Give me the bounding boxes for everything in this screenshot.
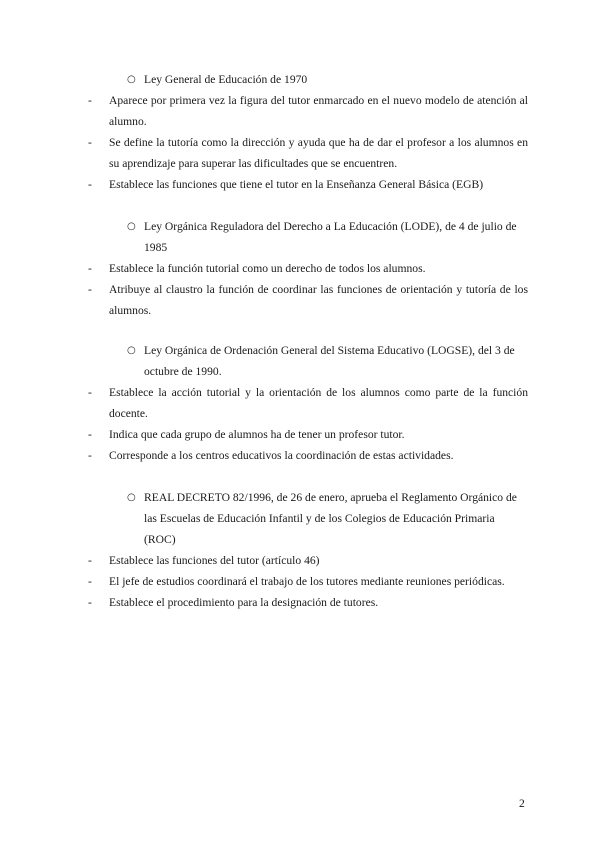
dash-bullet: - <box>88 136 92 149</box>
dash-bullet: - <box>88 386 92 399</box>
circle-bullet-icon: ○ <box>127 221 136 232</box>
law-heading <box>88 69 528 90</box>
list-item: - Establece la acción tutorial y la orientación de los alumnos como parte de la función docente. <box>88 382 528 424</box>
law-title: Ley Orgánica de Ordenación General del Sistema Educativo (LOGSE), del 3 de octubre de 1990. <box>144 344 515 378</box>
list-item: - Corresponde a los centros educativos la coordinación de estas actividades. <box>88 445 528 466</box>
law-title: REAL DECRETO 82/1996, de 26 de enero, aprueba el Reglamento Orgánico de las Escuelas de Educación Infantil y de los Colegios de Educación Primaria (ROC) <box>144 491 517 546</box>
dash-bullet: - <box>88 554 92 567</box>
law-heading <box>88 216 528 258</box>
section-logse <box>88 340 528 466</box>
dash-bullet: - <box>88 449 92 462</box>
circle-bullet-icon: ○ <box>127 74 136 85</box>
dash-bullet: - <box>88 596 92 609</box>
dash-bullet: - <box>88 283 92 296</box>
list-item: - Aparece por primera vez la figura del tutor enmarcado en el nuevo modelo de atención al alumno. <box>88 90 528 132</box>
section-lode <box>88 216 528 321</box>
list-item: - Indica que cada grupo de alumnos ha de tener un profesor tutor. <box>88 424 528 445</box>
circle-bullet-icon: ○ <box>127 345 136 356</box>
law-heading <box>88 487 528 550</box>
law-title: Ley General de Educación de 1970 <box>144 73 308 86</box>
circle-bullet-icon: ○ <box>127 492 136 503</box>
list-item: - Establece la función tutorial como un derecho de todos los alumnos. <box>88 258 528 279</box>
list-item: - El jefe de estudios coordinará el trabajo de los tutores mediante reuniones periódicas. <box>88 571 528 592</box>
page-number: 2 <box>519 797 525 810</box>
list-item: - Establece las funciones que tiene el tutor en la Enseñanza General Básica (EGB) <box>88 174 528 195</box>
law-heading <box>88 340 528 382</box>
law-title: Ley Orgánica Reguladora del Derecho a La Educación (LODE), de 4 de julio de 1985 <box>144 220 517 254</box>
list-item: - Se define la tutoría como la dirección y ayuda que ha de dar el profesor a los alumnos en su aprendizaje para superar las dificultades que se encuentren. <box>88 132 528 174</box>
dash-bullet: - <box>88 262 92 275</box>
list-item: - Establece el procedimiento para la designación de tutores. <box>88 592 528 613</box>
list-item: - Atribuye al claustro la función de coordinar las funciones de orientación y tutoría de los alumnos. <box>88 279 528 321</box>
section-ley-1970 <box>88 69 528 195</box>
dash-bullet: - <box>88 428 92 441</box>
dash-bullet: - <box>88 94 92 107</box>
dash-bullet: - <box>88 575 92 588</box>
section-real-decreto <box>88 487 528 613</box>
list-item: - Establece las funciones del tutor (artículo 46) <box>88 550 528 571</box>
dash-bullet: - <box>88 178 92 191</box>
